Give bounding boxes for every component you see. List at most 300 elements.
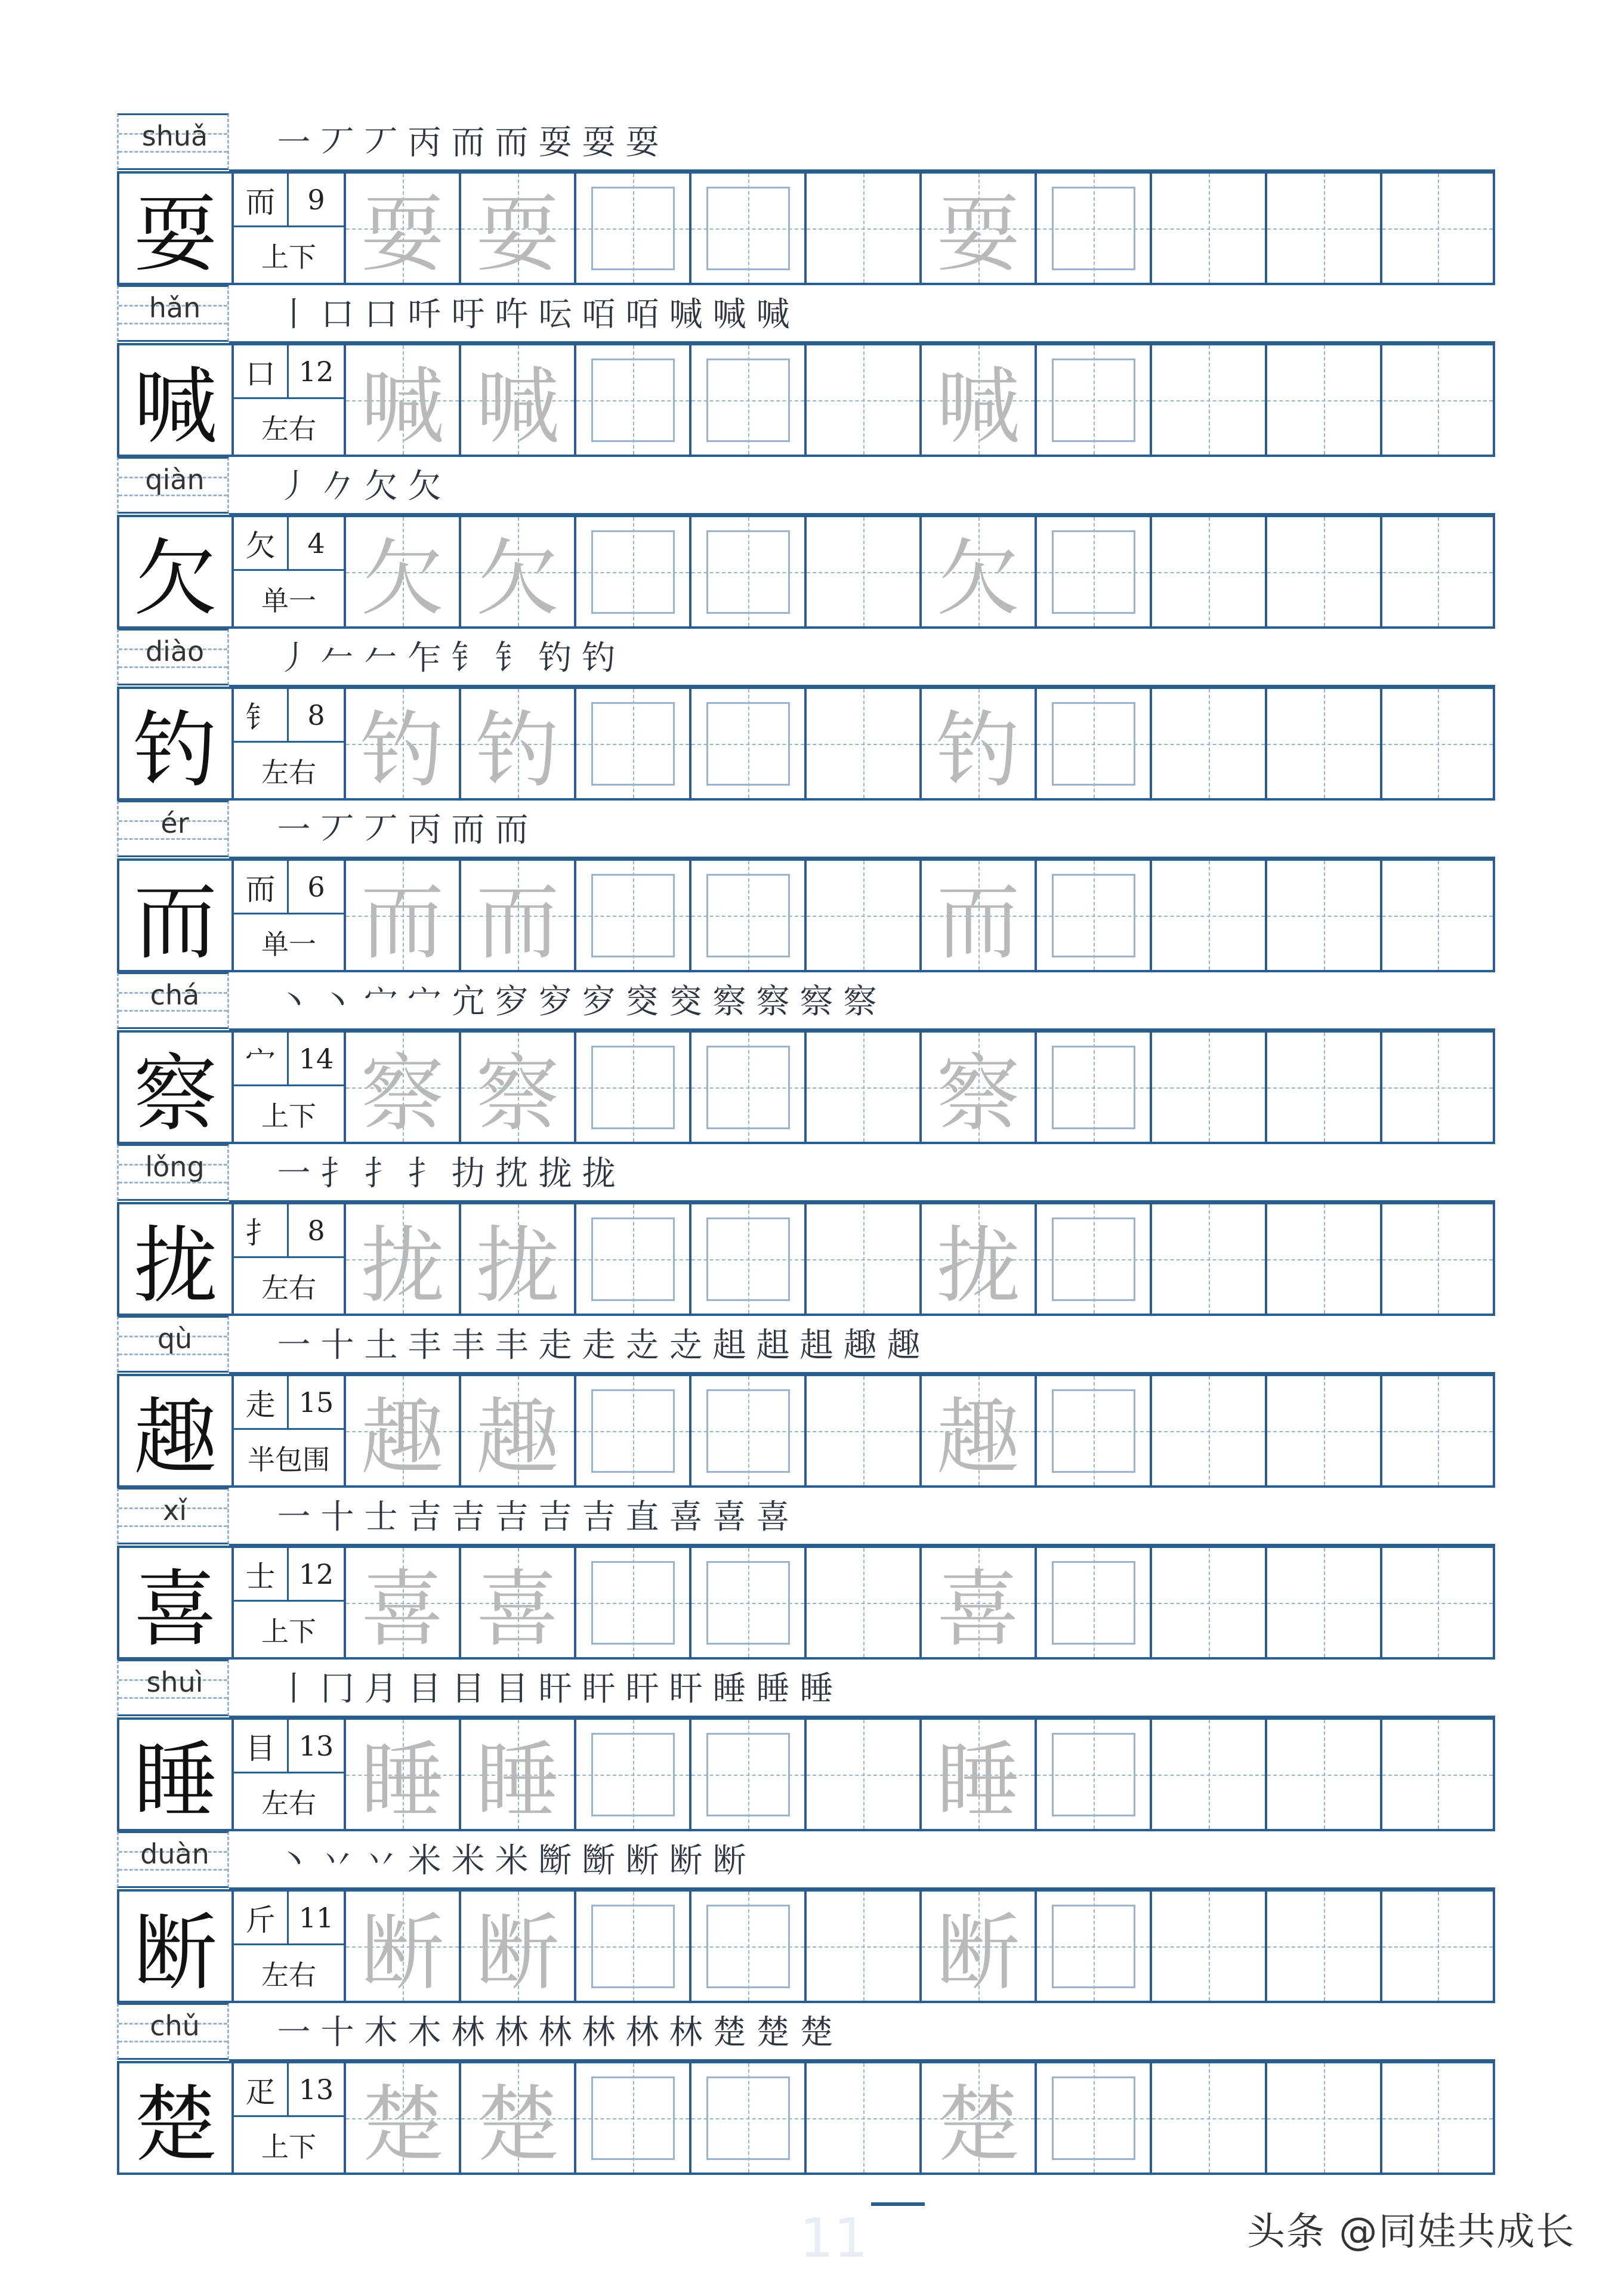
stroke-count: 12: [289, 345, 344, 399]
practice-cell[interactable]: [1152, 1548, 1267, 1657]
stroke-step: 一: [277, 1498, 311, 1537]
cell-guide-horizontal: [807, 1603, 919, 1604]
stroke-step: 穸: [495, 982, 529, 1021]
practice-cell[interactable]: [1267, 1033, 1382, 1142]
stroke-step: 趄: [712, 1326, 746, 1365]
stroke-step: 丆: [320, 811, 354, 849]
stroke-step: 趣: [887, 1326, 921, 1365]
character-info: [231, 1720, 346, 1829]
practice-cell[interactable]: [1152, 1204, 1267, 1314]
practice-cell[interactable]: [1037, 1204, 1152, 1314]
stroke-step: 楚: [756, 2013, 790, 2052]
practice-cell[interactable]: [1382, 345, 1493, 455]
practice-cell[interactable]: [1037, 345, 1152, 455]
practice-cell[interactable]: [1267, 861, 1382, 970]
pinyin-row: [117, 972, 1495, 1030]
practice-cell[interactable]: [691, 1376, 807, 1485]
practice-cell[interactable]: [576, 1376, 691, 1485]
practice-cell[interactable]: [922, 517, 1037, 626]
pinyin-row: [117, 1831, 1495, 1889]
stroke-step: 丶: [320, 982, 354, 1021]
structure: 上下: [261, 1099, 316, 1132]
practice-cell[interactable]: [1382, 2063, 1493, 2173]
practice-cell[interactable]: [691, 689, 807, 798]
practice-cell[interactable]: [576, 174, 691, 283]
practice-cell[interactable]: [691, 861, 807, 970]
practice-row: [117, 343, 1495, 457]
inner-guide-box: [1052, 359, 1135, 442]
stroke-order: [272, 119, 664, 167]
practice-cell[interactable]: [691, 2063, 807, 2173]
stroke-order: [272, 1665, 838, 1713]
trace-character: 察: [476, 1046, 560, 1143]
stroke-step: 丷: [320, 1841, 354, 1880]
pinyin: shuǎ: [141, 120, 208, 152]
practice-cell[interactable]: [1382, 1376, 1493, 1485]
practice-cell[interactable]: [1267, 345, 1382, 455]
practice-cell[interactable]: [807, 2063, 922, 2173]
practice-cell[interactable]: [691, 174, 807, 283]
cell-guide-horizontal: [1382, 2118, 1493, 2119]
pinyin-box: [117, 1144, 229, 1201]
stroke-step: 欠: [364, 467, 398, 506]
inner-guide-box: [706, 187, 790, 270]
practice-cell[interactable]: [807, 689, 922, 798]
practice-cell[interactable]: [1382, 517, 1493, 626]
practice-cell[interactable]: [807, 517, 922, 626]
trace-character: 拢: [476, 1217, 560, 1315]
character-info: [231, 861, 346, 970]
practice-cell[interactable]: [461, 1720, 576, 1829]
practice-cell[interactable]: [922, 861, 1037, 970]
inner-guide-box: [591, 1733, 675, 1816]
stroke-step: 林: [495, 2013, 529, 2052]
practice-cell[interactable]: [922, 1548, 1037, 1657]
trace-character: 欠: [936, 530, 1020, 628]
pinyin-row: [117, 629, 1495, 687]
practice-cell[interactable]: [461, 1548, 576, 1657]
practice-cell[interactable]: [461, 1376, 576, 1485]
stroke-step: 𠂉: [364, 639, 398, 678]
cell-guide-horizontal: [1152, 228, 1265, 230]
practice-cell[interactable]: [346, 517, 461, 626]
practice-row: [117, 515, 1495, 629]
practice-cell[interactable]: [346, 174, 461, 283]
practice-cell[interactable]: [346, 1892, 461, 2001]
stroke-step: 耍: [625, 123, 659, 162]
trace-character: 欠: [476, 530, 560, 628]
practice-cell[interactable]: [461, 2063, 576, 2173]
cell-guide-horizontal: [1382, 1259, 1493, 1260]
stroke-step: 窔: [625, 982, 659, 1021]
practice-cell[interactable]: [807, 1033, 922, 1142]
character-entry: [117, 1660, 1495, 1831]
structure: 上下: [261, 1615, 316, 1648]
practice-cell[interactable]: [346, 2063, 461, 2173]
stroke-step: 口: [320, 295, 354, 334]
practice-cell[interactable]: [807, 1376, 922, 1485]
practice-cell[interactable]: [576, 689, 691, 798]
practice-cell[interactable]: [461, 174, 576, 283]
stroke-step: 睡: [712, 1670, 746, 1708]
trace-character: 而: [476, 874, 560, 971]
structure: 左右: [261, 756, 316, 789]
cell-guide-horizontal: [1382, 400, 1493, 401]
practice-cell[interactable]: [346, 1548, 461, 1657]
radical: 目: [234, 1720, 289, 1773]
stroke-step: 一: [277, 2013, 311, 2052]
practice-cell[interactable]: [346, 1204, 461, 1314]
practice-cell[interactable]: [1267, 517, 1382, 626]
practice-cell[interactable]: [1152, 517, 1267, 626]
practice-cell[interactable]: [1267, 1204, 1382, 1314]
practice-cell[interactable]: [576, 1548, 691, 1657]
structure: 单一: [261, 584, 316, 617]
trace-character: 睡: [476, 1733, 560, 1830]
practice-cell[interactable]: [691, 1204, 807, 1314]
stroke-step: 耍: [538, 123, 572, 162]
stroke-step: 吘: [495, 295, 529, 334]
practice-cell[interactable]: [346, 861, 461, 970]
stroke-step: 断: [669, 1841, 703, 1880]
trace-character: 喊: [360, 359, 444, 456]
stroke-step: 一: [277, 811, 311, 849]
practice-cell[interactable]: [1152, 345, 1267, 455]
practice-cell[interactable]: [1037, 1376, 1152, 1485]
cell-guide-horizontal: [1267, 572, 1380, 573]
stroke-step: 楚: [712, 2013, 746, 2052]
stroke-step: 丰: [451, 1326, 485, 1365]
stroke-step: 扌: [320, 1154, 354, 1193]
stroke-step: 而: [495, 123, 529, 162]
practice-cell[interactable]: [1382, 1548, 1493, 1657]
practice-cell[interactable]: [922, 174, 1037, 283]
pinyin-box: [117, 1831, 229, 1888]
practice-cell[interactable]: [922, 689, 1037, 798]
practice-cell[interactable]: [346, 1033, 461, 1142]
practice-cell[interactable]: [807, 1548, 922, 1657]
stroke-step: 察: [712, 982, 746, 1021]
radical: 扌: [234, 1204, 289, 1258]
practice-cell[interactable]: [691, 1720, 807, 1829]
trace-character: 断: [936, 1905, 1020, 2002]
practice-cell[interactable]: [346, 1720, 461, 1829]
pinyin-row: [117, 801, 1495, 858]
practice-cell[interactable]: [461, 1892, 576, 2001]
inner-guide-box: [1052, 530, 1135, 614]
stroke-step: 十: [320, 1326, 354, 1365]
stroke-step: 𠂉: [320, 639, 354, 678]
practice-cell[interactable]: [1382, 1033, 1493, 1142]
practice-cell[interactable]: [346, 1376, 461, 1485]
practice-cell[interactable]: [1152, 1892, 1267, 2001]
pinyin-row: [117, 1316, 1495, 1374]
stroke-step: 林: [669, 2013, 703, 2052]
radical: 而: [234, 861, 289, 914]
practice-cell[interactable]: [1382, 1204, 1493, 1314]
stroke-step: 丆: [364, 123, 398, 162]
practice-cell[interactable]: [922, 1376, 1037, 1485]
practice-row: [117, 858, 1495, 972]
pinyin-box: [117, 1660, 229, 1716]
stroke-step: 目: [495, 1670, 529, 1708]
practice-cell[interactable]: [346, 689, 461, 798]
cell-guide-horizontal: [1267, 1431, 1380, 1432]
pinyin: duàn: [140, 1838, 209, 1870]
practice-row: [117, 1546, 1495, 1660]
stroke-step: 宀: [364, 982, 398, 1021]
cell-guide-horizontal: [807, 1431, 919, 1432]
inner-guide-box: [706, 1905, 790, 1988]
radical: 宀: [234, 1033, 289, 1086]
pinyin-box: [117, 1488, 229, 1544]
practice-cell[interactable]: [576, 2063, 691, 2173]
stroke-step: 丙: [407, 811, 441, 849]
practice-cell[interactable]: [922, 1892, 1037, 2001]
stroke-step: 喜: [669, 1498, 703, 1537]
stroke-step: 丰: [407, 1326, 441, 1365]
practice-cell[interactable]: [461, 861, 576, 970]
inner-guide-box: [706, 1733, 790, 1816]
practice-cell[interactable]: [807, 174, 922, 283]
practice-cell[interactable]: [807, 345, 922, 455]
stroke-step: 拢: [582, 1154, 616, 1193]
stroke-step: 林: [582, 2013, 616, 2052]
practice-cell[interactable]: [461, 517, 576, 626]
stroke-step: 趄: [799, 1326, 833, 1365]
character-entry: [117, 629, 1495, 801]
character-info: [231, 689, 346, 798]
cell-guide-horizontal: [1267, 744, 1380, 745]
stroke-step: 丆: [320, 123, 354, 162]
practice-cell[interactable]: [1037, 174, 1152, 283]
stroke-step: 丶: [277, 982, 311, 1021]
trace-character: 而: [936, 874, 1020, 971]
model-character: 睡: [133, 1733, 217, 1830]
radical: 士: [234, 1548, 289, 1602]
inner-guide-box: [591, 359, 675, 442]
pinyin-box: [117, 801, 229, 857]
practice-cell[interactable]: [1037, 1033, 1152, 1142]
practice-cell[interactable]: [576, 1892, 691, 2001]
model-character: 拢: [133, 1217, 217, 1315]
practice-cell[interactable]: [807, 1204, 922, 1314]
practice-cell[interactable]: [461, 1033, 576, 1142]
stroke-step: 㫁: [582, 1841, 616, 1880]
practice-cell[interactable]: [576, 1204, 691, 1314]
trace-character: 睡: [936, 1733, 1020, 1830]
inner-guide-box: [591, 1905, 675, 1988]
cell-guide-horizontal: [1382, 1087, 1493, 1089]
practice-row: [117, 1202, 1495, 1316]
practice-cell[interactable]: [691, 345, 807, 455]
practice-cell[interactable]: [461, 1204, 576, 1314]
cell-guide-horizontal: [807, 1946, 919, 1948]
practice-cell[interactable]: [576, 517, 691, 626]
character-entry: [117, 1488, 1495, 1660]
inner-guide-box: [706, 530, 790, 614]
stroke-step: 冂: [320, 1670, 354, 1708]
trace-character: 钓: [360, 702, 444, 799]
cell-guide-horizontal: [1152, 1259, 1265, 1260]
practice-cell[interactable]: [346, 345, 461, 455]
practice-cell[interactable]: [922, 1204, 1037, 1314]
inner-guide-box: [1052, 1389, 1135, 1473]
practice-cell[interactable]: [1037, 1720, 1152, 1829]
practice-cell[interactable]: [691, 517, 807, 626]
practice-cell[interactable]: [1152, 2063, 1267, 2173]
practice-cell[interactable]: [576, 1033, 691, 1142]
practice-cell[interactable]: [1152, 1720, 1267, 1829]
practice-cell[interactable]: [1267, 1376, 1382, 1485]
practice-cell[interactable]: [1267, 174, 1382, 283]
cell-guide-horizontal: [1152, 1603, 1265, 1604]
practice-cell[interactable]: [1382, 174, 1493, 283]
practice-cell[interactable]: [1267, 1892, 1382, 2001]
practice-row: [117, 2061, 1495, 2175]
practice-cell[interactable]: [1267, 2063, 1382, 2173]
structure: 左右: [261, 1271, 316, 1304]
model-character: 耍: [133, 187, 217, 284]
practice-cell[interactable]: [1152, 689, 1267, 798]
pinyin-box: [117, 629, 229, 685]
stroke-step: 呍: [538, 295, 572, 334]
stroke-step: 拢: [538, 1154, 572, 1193]
practice-cell[interactable]: [1037, 1892, 1152, 2001]
inner-guide-box: [591, 1046, 675, 1129]
stroke-step: 而: [451, 811, 485, 849]
stroke-step: 一: [277, 123, 311, 162]
inner-guide-box: [1052, 1733, 1135, 1816]
stroke-step: 断: [712, 1841, 746, 1880]
trace-character: 喜: [360, 1561, 444, 1658]
stroke-order: [272, 635, 620, 682]
stroke-step: 趄: [756, 1326, 790, 1365]
practice-row: [117, 687, 1495, 801]
stroke-step: 米: [451, 1841, 485, 1880]
trace-character: 钓: [476, 702, 560, 799]
practice-cell[interactable]: [1037, 689, 1152, 798]
stroke-step: 而: [451, 123, 485, 162]
inner-guide-box: [1052, 1905, 1135, 1988]
pinyin-row: [117, 1144, 1495, 1202]
character-info: [231, 174, 346, 283]
inner-guide-box: [1052, 874, 1135, 957]
practice-cell[interactable]: [1382, 689, 1493, 798]
practice-cell[interactable]: [922, 1033, 1037, 1142]
cell-guide-horizontal: [1152, 400, 1265, 401]
practice-cell[interactable]: [807, 1892, 922, 2001]
inner-guide-box: [1052, 1561, 1135, 1645]
practice-cell[interactable]: [576, 861, 691, 970]
practice-cell[interactable]: [1382, 861, 1493, 970]
pinyin: hǎn: [149, 292, 201, 324]
pinyin-box: [117, 972, 229, 1029]
practice-cell[interactable]: [922, 1720, 1037, 1829]
cell-guide-horizontal: [1382, 228, 1493, 230]
practice-cell[interactable]: [1382, 1892, 1493, 2001]
practice-cell[interactable]: [807, 1720, 922, 1829]
stroke-count: 14: [289, 1033, 344, 1086]
practice-cell[interactable]: [1267, 1548, 1382, 1657]
stroke-step: 月: [364, 1670, 398, 1708]
cell-guide-horizontal: [1267, 916, 1380, 917]
practice-cell[interactable]: [461, 345, 576, 455]
stroke-step: 钓: [582, 639, 616, 678]
practice-cell[interactable]: [576, 345, 691, 455]
stroke-step: 吀: [407, 295, 441, 334]
cell-guide-horizontal: [807, 916, 919, 917]
cell-guide-horizontal: [1267, 1946, 1380, 1948]
pinyin: lǒng: [145, 1151, 205, 1183]
stroke-step: 㫁: [538, 1841, 572, 1880]
model-character: 欠: [133, 530, 217, 628]
practice-cell[interactable]: [461, 689, 576, 798]
pinyin: qiàn: [145, 463, 205, 496]
stroke-step: 扐: [451, 1154, 485, 1193]
stroke-step: 察: [756, 982, 790, 1021]
cell-guide-horizontal: [1267, 400, 1380, 401]
pinyin-box: [117, 113, 229, 170]
practice-cell[interactable]: [1152, 174, 1267, 283]
stroke-step: 丰: [495, 1326, 529, 1365]
stroke-order: [272, 1494, 795, 1541]
cell-guide-horizontal: [807, 400, 919, 401]
practice-row: [117, 1717, 1495, 1831]
practice-cell[interactable]: [1037, 2063, 1152, 2173]
practice-cell[interactable]: [1152, 861, 1267, 970]
practice-cell[interactable]: [1037, 1548, 1152, 1657]
practice-cell[interactable]: [807, 861, 922, 970]
stroke-step: 十: [320, 2013, 354, 2052]
practice-cell[interactable]: [1152, 1376, 1267, 1485]
practice-cell[interactable]: [1152, 1033, 1267, 1142]
practice-cell[interactable]: [922, 345, 1037, 455]
stroke-count: 9: [289, 174, 344, 227]
pinyin: qù: [157, 1322, 193, 1355]
practice-cell[interactable]: [1037, 517, 1152, 626]
practice-cell[interactable]: [1382, 1720, 1493, 1829]
practice-cell[interactable]: [1267, 1720, 1382, 1829]
stroke-step: 走: [582, 1326, 616, 1365]
practice-cell[interactable]: [691, 1892, 807, 2001]
stroke-step: 林: [625, 2013, 659, 2052]
practice-cell[interactable]: [1037, 861, 1152, 970]
cell-guide-horizontal: [1382, 1603, 1493, 1604]
character-info: [231, 1204, 346, 1314]
trace-character: 趣: [476, 1389, 560, 1487]
cell-guide-horizontal: [1152, 2118, 1265, 2119]
trace-character: 楚: [936, 2076, 1020, 2174]
inner-guide-box: [591, 2076, 675, 2160]
stroke-step: 吉: [582, 1498, 616, 1537]
stroke-count: 6: [289, 861, 344, 914]
structure: 左右: [261, 1787, 316, 1819]
stroke-step: 直: [625, 1498, 659, 1537]
trace-character: 耍: [476, 187, 560, 284]
trace-character: 耍: [936, 187, 1020, 284]
pinyin-row: [117, 1660, 1495, 1717]
stroke-step: 赱: [669, 1326, 703, 1365]
cell-guide-horizontal: [1267, 228, 1380, 230]
structure: 左右: [261, 1958, 316, 1991]
practice-cell[interactable]: [691, 1548, 807, 1657]
stroke-step: 木: [364, 2013, 398, 2052]
practice-cell[interactable]: [576, 1720, 691, 1829]
practice-cell[interactable]: [691, 1033, 807, 1142]
practice-cell[interactable]: [922, 2063, 1037, 2173]
practice-cell[interactable]: [1267, 689, 1382, 798]
